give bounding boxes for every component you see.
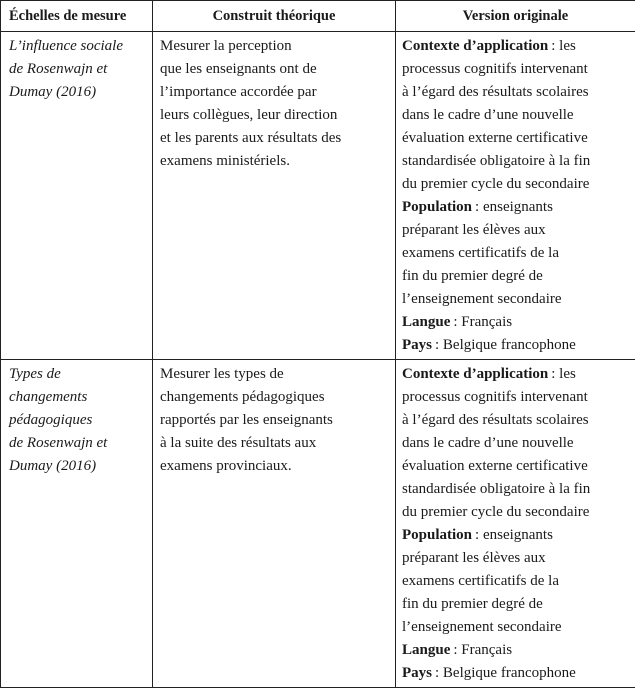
version-line — [402, 432, 633, 455]
version-line — [402, 219, 633, 242]
scale-name-cell — [1, 360, 153, 688]
header-original-version: Version originale — [396, 1, 635, 32]
version-line — [402, 662, 633, 685]
version-line — [402, 242, 633, 265]
scale-name-line: de Rosenwajn et — [9, 58, 146, 81]
construct-line: Mesurer les types de — [160, 363, 389, 386]
version-line — [402, 196, 633, 219]
version-line — [402, 363, 633, 386]
version-field-key: Contexte d’application — [402, 38, 548, 54]
header-construct: Construit théorique — [153, 1, 396, 32]
construct-line: Mesurer la perception — [160, 35, 389, 58]
version-field-value: dans le cadre d’une nouvelle — [402, 107, 574, 123]
version-line — [402, 81, 633, 104]
version-field-key: Langue — [402, 314, 450, 330]
construct-cell — [153, 360, 396, 688]
construct-line: à la suite des résultats aux — [160, 432, 389, 455]
construct-cell — [153, 32, 396, 360]
version-field-value: standardisée obligatoire à la fin — [402, 153, 590, 169]
scale-name-cell — [1, 32, 153, 360]
version-line — [402, 334, 633, 357]
version-field-key: Population — [402, 199, 472, 215]
version-line — [402, 127, 633, 150]
original-version-cell — [396, 32, 635, 360]
version-field-value: l’enseignement secondaire — [402, 291, 562, 307]
scale-name-line: Dumay (2016) — [9, 81, 146, 104]
version-line — [402, 639, 633, 662]
version-field-value: Belgique francophone — [443, 665, 576, 681]
version-field-key: Pays — [402, 665, 432, 681]
version-line — [402, 478, 633, 501]
version-field-separator: : — [548, 366, 559, 382]
scale-name-line: L’influence sociale — [9, 35, 146, 58]
scale-name-line: pédagogiques — [9, 409, 146, 432]
version-line — [402, 501, 633, 524]
version-line — [402, 173, 633, 196]
version-field-value: préparant les élèves aux — [402, 222, 546, 238]
version-line — [402, 58, 633, 81]
version-field-value: les — [559, 366, 576, 382]
table-row — [1, 360, 635, 688]
version-line — [402, 386, 633, 409]
version-field-key: Contexte d’application — [402, 366, 548, 382]
version-field-value: standardisée obligatoire à la fin — [402, 481, 590, 497]
header-scales: Échelles de mesure — [1, 1, 153, 32]
version-field-separator: : — [432, 337, 443, 353]
version-field-value: dans le cadre d’une nouvelle — [402, 435, 574, 451]
version-line — [402, 265, 633, 288]
version-field-value: processus cognitifs intervenant — [402, 61, 588, 77]
version-field-value: examens certificatifs de la — [402, 245, 559, 261]
version-field-value: Français — [461, 314, 512, 330]
version-field-separator: : — [548, 38, 559, 54]
construct-line: leurs collègues, leur direction — [160, 104, 389, 127]
version-field-value: l’enseignement secondaire — [402, 619, 562, 635]
version-field-value: enseignants — [483, 199, 553, 215]
construct-line: changements pédagogiques — [160, 386, 389, 409]
version-field-value: enseignants — [483, 527, 553, 543]
version-field-separator: : — [432, 665, 443, 681]
version-line — [402, 104, 633, 127]
version-field-value: évaluation externe certificative — [402, 130, 588, 146]
version-field-value: à l’égard des résultats scolaires — [402, 412, 589, 428]
version-field-value: Français — [461, 642, 512, 658]
version-field-value: Belgique francophone — [443, 337, 576, 353]
scale-name-line: Types de — [9, 363, 146, 386]
version-line — [402, 570, 633, 593]
version-field-value: examens certificatifs de la — [402, 573, 559, 589]
version-field-value: processus cognitifs intervenant — [402, 389, 588, 405]
scale-name-line: de Rosenwajn et — [9, 432, 146, 455]
version-field-value: fin du premier degré de — [402, 268, 543, 284]
construct-line: et les parents aux résultats des — [160, 127, 389, 150]
version-field-value: à l’égard des résultats scolaires — [402, 84, 589, 100]
version-line — [402, 547, 633, 570]
version-field-separator: : — [450, 314, 461, 330]
construct-line: l’importance accordée par — [160, 81, 389, 104]
original-version-cell — [396, 360, 635, 688]
version-field-value: du premier cycle du secondaire — [402, 176, 589, 192]
version-field-separator: : — [450, 642, 461, 658]
construct-line: rapportés par les enseignants — [160, 409, 389, 432]
construct-line: examens ministériels. — [160, 150, 389, 173]
version-field-value: évaluation externe certificative — [402, 458, 588, 474]
version-field-value: préparant les élèves aux — [402, 550, 546, 566]
version-field-value: les — [559, 38, 576, 54]
header-row — [1, 1, 635, 32]
version-field-key: Population — [402, 527, 472, 543]
version-line — [402, 311, 633, 334]
version-field-key: Langue — [402, 642, 450, 658]
version-line — [402, 524, 633, 547]
version-field-separator: : — [472, 527, 483, 543]
scale-name-line: changements — [9, 386, 146, 409]
version-line — [402, 288, 633, 311]
version-field-value: fin du premier degré de — [402, 596, 543, 612]
table-row — [1, 32, 635, 360]
version-line — [402, 409, 633, 432]
version-line — [402, 35, 633, 58]
version-field-separator: : — [472, 199, 483, 215]
scale-name-line: Dumay (2016) — [9, 455, 146, 478]
version-field-key: Pays — [402, 337, 432, 353]
construct-line: que les enseignants ont de — [160, 58, 389, 81]
version-line — [402, 150, 633, 173]
version-line — [402, 455, 633, 478]
construct-line: examens provinciaux. — [160, 455, 389, 478]
version-field-value: du premier cycle du secondaire — [402, 504, 589, 520]
version-line — [402, 616, 633, 639]
version-line — [402, 593, 633, 616]
